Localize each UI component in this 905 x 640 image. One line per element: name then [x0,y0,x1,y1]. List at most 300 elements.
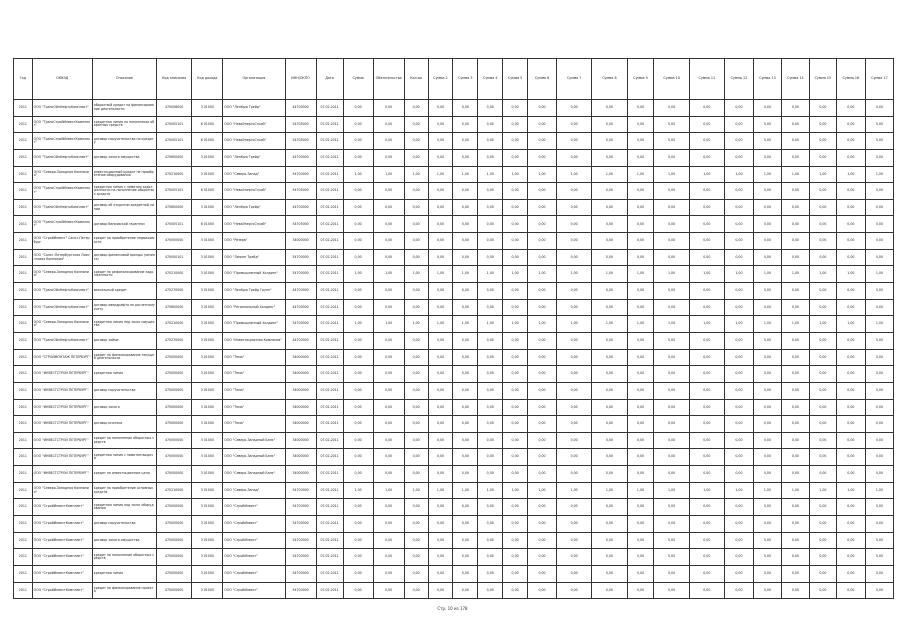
table-cell: 2011 [14,100,33,117]
table-cell: 0,00 [654,532,689,549]
table-cell: 1,00 [428,166,453,183]
table-cell: 1,00 [627,266,654,283]
table-cell: 0,00 [627,532,654,549]
table-cell: 0,00 [753,116,781,133]
table-cell: 0,00 [404,233,428,250]
table-cell: 0,00 [404,516,428,533]
table-cell: 470270000 [157,332,192,349]
table-cell: 0,00 [373,432,404,449]
table-cell: 2011 [14,216,33,233]
table-cell: 0,00 [724,332,753,349]
table-cell: 0,00 [478,382,503,399]
table-cell: 0,00 [836,549,865,566]
table-cell: 34000000 [285,366,316,383]
table-cell: 1,00 [836,166,865,183]
table-cell: 0,00 [627,516,654,533]
table-cell: 1,00 [724,266,753,283]
table-cell: 0,00 [592,382,627,399]
table-cell: 470000000 [157,449,192,466]
column-header: Сумма 9 [627,59,654,100]
table-cell: 0,00 [503,516,528,533]
table-row [14,299,894,316]
table-cell: 0,00 [453,332,478,349]
table-cell: 0,00 [865,100,893,117]
table-row [14,149,894,166]
column-header: ИНН/ОКПО [285,59,316,100]
table-cell: 0,00 [557,532,592,549]
table-cell: 0,00 [343,249,373,266]
table-cell: 0,00 [654,149,689,166]
column-header: Дата [316,59,343,100]
table-cell: договор поручительства [92,516,156,533]
table-row [14,216,894,233]
table-cell: 0,00 [865,432,893,449]
table-cell: 0,00 [453,100,478,117]
table-cell: 0,00 [528,233,557,250]
table-cell: ООО "Северо-Западная Компания" [32,482,92,499]
table-cell: договор финансовой аренды (лизинга) [92,249,156,266]
table-cell: 0,00 [343,582,373,599]
table-cell: 3 01000 [192,299,223,316]
table-cell: 0,00 [753,432,781,449]
table-row [14,449,894,466]
table-cell: ООО "Лизинг Трейд" [223,249,285,266]
table-row [14,316,894,333]
table-cell: 1,00 [724,166,753,183]
table-cell: 0,00 [865,216,893,233]
table-cell: 0,00 [689,449,724,466]
table-cell: 0,00 [528,382,557,399]
table-cell: 470000000 [157,399,192,416]
table-cell: 2011 [14,183,33,200]
table-cell: 0,00 [557,366,592,383]
table-cell: 0,00 [781,382,809,399]
table-cell: 54700000 [285,499,316,516]
table-cell: 0,00 [373,332,404,349]
table-cell: 0,00 [724,582,753,599]
table-cell: 0,00 [404,549,428,566]
table-cell: 0,00 [503,416,528,433]
table-cell: 470210000 [157,316,192,333]
table-cell: 0,00 [592,349,627,366]
table-cell: ООО "Северо-Западная Компания" [32,166,92,183]
table-cell: ООО "ИНВЕСТСТРОЙ ПЕТЕРБУРГ" [32,399,92,416]
table-cell: 1,00 [428,266,453,283]
table-cell: 0,00 [503,149,528,166]
table-cell: 1,00 [592,316,627,333]
table-cell: 0,00 [724,233,753,250]
table-cell: 0,00 [753,466,781,483]
table-cell: 1,00 [528,266,557,283]
page-footer: Стр. 10 из 178 [437,606,468,611]
table-cell: 0,00 [557,565,592,582]
table-cell: 0,00 [404,216,428,233]
table-cell: 0,00 [478,449,503,466]
table-cell: 0,00 [528,249,557,266]
table-cell: кредитная линия [92,565,156,582]
table-cell: договор овердрафта по расчетному счету [92,299,156,316]
table-cell: 07.02.2011 [316,216,343,233]
table-row [14,166,894,183]
table-cell: 0,00 [627,249,654,266]
table-row [14,332,894,349]
table-cell: ООО "Тема" [223,349,285,366]
table-cell: 0,00 [627,432,654,449]
table-cell: 0,00 [428,149,453,166]
table-cell: 0,00 [373,283,404,300]
table-cell: 2011 [14,332,33,349]
table-cell: 0,00 [404,449,428,466]
table-cell: 0,00 [404,100,428,117]
table-cell: 07.02.2011 [316,349,343,366]
table-cell: 0,00 [592,549,627,566]
table-cell: 1,00 [689,266,724,283]
table-cell: 0,00 [453,116,478,133]
table-cell: 0,00 [753,133,781,150]
table-cell: ООО "Региональный Холдинг" [223,299,285,316]
table-cell: 0,00 [724,249,753,266]
table-cell: 0,00 [724,399,753,416]
table-cell: 0,00 [781,116,809,133]
table-cell: кредитная линия с лимитом задолженности на пополнение оборотных средств [92,183,156,200]
table-cell: 0,00 [781,249,809,266]
table-cell: 0,00 [453,382,478,399]
table-cell: 0,00 [654,382,689,399]
table-cell: 0,00 [753,216,781,233]
table-cell: 0,00 [654,565,689,582]
table-cell: 0,00 [689,249,724,266]
table-row [14,466,894,483]
table-cell: 0,00 [503,366,528,383]
table-cell: 1,00 [343,266,373,283]
table-cell: 0,00 [373,532,404,549]
table-cell: 44700000 [285,100,316,117]
table-cell: 0,00 [592,432,627,449]
table-cell: 0,00 [836,116,865,133]
table-cell: ООО "СтройИнвест" [223,565,285,582]
table-cell: 0,00 [528,216,557,233]
table-cell: 0,00 [836,382,865,399]
table-cell: 54700000 [285,565,316,582]
table-cell: 0,00 [373,133,404,150]
table-cell: 0,00 [528,499,557,516]
table-cell: 0,00 [627,382,654,399]
table-cell: 0,00 [478,416,503,433]
table-cell: 0,00 [453,549,478,566]
table-cell: 0,00 [627,416,654,433]
table-cell: 0,00 [404,149,428,166]
table-cell: ООО "СтройИнвест" [223,549,285,566]
table-cell: 0,00 [753,549,781,566]
table-cell: 0,00 [809,549,836,566]
table-cell: 0,00 [836,100,865,117]
table-cell: 0,00 [343,233,373,250]
table-cell: 470600000 [157,199,192,216]
column-header: Сумма 17 [865,59,893,100]
report-table [13,58,894,599]
table-cell: 0,00 [724,183,753,200]
table-cell: 0,00 [503,233,528,250]
table-cell: 0,00 [428,332,453,349]
table-cell: 07.02.2011 [316,183,343,200]
table-cell: 0,00 [557,399,592,416]
table-cell: 0,00 [592,466,627,483]
column-header: Сумма 6 [528,59,557,100]
table-cell: 0,00 [373,582,404,599]
table-cell: 0,00 [428,432,453,449]
table-cell: 0,00 [343,116,373,133]
table-cell: ООО "ЛенКрю Трейд" [223,149,285,166]
column-header: Сумма 2 [428,59,453,100]
table-cell: 2011 [14,316,33,333]
table-cell: 1,00 [453,166,478,183]
table-cell: 0,00 [654,499,689,516]
table-cell: 470005101 [157,116,192,133]
table-cell: 07.02.2011 [316,466,343,483]
table-cell: 3 01000 [192,366,223,383]
table-cell: 0,00 [428,133,453,150]
table-cell: 0,00 [724,283,753,300]
table-cell: 0,00 [343,549,373,566]
column-header: Описание [92,59,156,100]
table-cell: 0,00 [373,416,404,433]
table-cell: 0,00 [592,366,627,383]
table-row [14,582,894,599]
table-cell: договор займа [92,332,156,349]
table-cell: 0,00 [753,233,781,250]
table-cell: 0,00 [836,183,865,200]
table-cell: 0,00 [836,233,865,250]
table-cell: 2011 [14,266,33,283]
table-cell: 0,00 [428,399,453,416]
table-cell: 54700000 [285,516,316,533]
table-cell: 0,00 [689,299,724,316]
table-row [14,549,894,566]
table-cell: 0,00 [781,366,809,383]
table-cell: 0,00 [343,499,373,516]
table-cell: 0,00 [592,532,627,549]
column-header: Год [14,59,33,100]
column-header: ОКВЭД [32,59,92,100]
table-cell: кредит на пополнение оборотных средств [92,432,156,449]
table-row [14,532,894,549]
table-cell: 0,00 [865,416,893,433]
table-cell: 0,00 [781,432,809,449]
table-cell: 3 01000 [192,416,223,433]
table-row [14,366,894,383]
table-cell: 0,00 [836,532,865,549]
table-cell: 3 01000 [192,166,223,183]
table-cell: 0,00 [503,216,528,233]
table-cell: 0,00 [557,416,592,433]
table-cell: 0,00 [689,499,724,516]
table-cell: 1,00 [809,316,836,333]
table-cell: 0,00 [654,349,689,366]
table-cell: 0,00 [404,332,428,349]
table-cell: 0,00 [753,582,781,599]
table-cell: 0,00 [373,449,404,466]
table-cell: 0,00 [689,582,724,599]
table-cell: 3 01000 [192,449,223,466]
table-cell: 0,00 [343,382,373,399]
table-cell: 2011 [14,449,33,466]
table-cell: 0,00 [627,116,654,133]
table-cell: 0,00 [753,499,781,516]
table-cell: 0,00 [753,100,781,117]
table-cell: 0,00 [836,499,865,516]
table-cell: 0,00 [503,565,528,582]
table-cell: кредит на финансирование текущей деятельности [92,349,156,366]
table-cell: 1,00 [453,482,478,499]
table-cell: 0,00 [373,100,404,117]
table-cell: 0,00 [557,382,592,399]
table-cell: 0,00 [503,299,528,316]
table-cell: 0,00 [753,532,781,549]
table-cell: 0,00 [627,199,654,216]
table-cell: 0,00 [428,549,453,566]
table-cell: 0,00 [753,382,781,399]
table-cell: 0,00 [343,133,373,150]
table-cell: ООО "Резерв" [223,233,285,250]
table-cell: 0,00 [453,399,478,416]
table-cell: 3 01000 [192,283,223,300]
table-cell: 0,00 [557,183,592,200]
table-cell: 2011 [14,382,33,399]
table-cell: 0,00 [503,532,528,549]
table-cell: 0,00 [724,449,753,466]
table-cell: 0,00 [592,399,627,416]
table-cell: 2011 [14,432,33,449]
table-cell: 0,00 [654,133,689,150]
table-cell: 2011 [14,499,33,516]
table-cell: 0,00 [809,216,836,233]
table-cell: 470000000 [157,432,192,449]
table-cell: 0,00 [627,332,654,349]
table-cell: 0,00 [809,349,836,366]
table-cell: 2011 [14,233,33,250]
table-cell: 0,00 [781,466,809,483]
table-cell: 0,00 [689,149,724,166]
table-cell: 0,00 [654,332,689,349]
table-cell: 2011 [14,149,33,166]
table-cell: 0,00 [343,516,373,533]
table-cell: 2011 [14,199,33,216]
table-cell: 0,00 [343,299,373,316]
table-cell: 0,00 [689,349,724,366]
table-cell: 6 01000 [192,133,223,150]
table-cell: ООО "Северо-Западная Компания" [32,266,92,283]
table-cell: 2011 [14,366,33,383]
table-cell: 0,00 [753,183,781,200]
table-cell: 0,00 [528,100,557,117]
table-cell: 0,00 [724,432,753,449]
table-cell: 0,00 [428,116,453,133]
table-cell: 0,00 [404,299,428,316]
table-cell: 0,00 [428,183,453,200]
table-cell: 1,00 [836,316,865,333]
table-cell: 07.02.2011 [316,382,343,399]
table-cell: 3 01000 [192,549,223,566]
table-cell: 0,00 [753,399,781,416]
table-cell: ООО "Инвестиционная Компания" [223,332,285,349]
table-cell: 0,00 [453,199,478,216]
table-cell: 0,00 [781,133,809,150]
table-cell: 470210000 [157,166,192,183]
table-cell: 0,00 [627,149,654,166]
table-cell: 1,00 [654,482,689,499]
table-cell: 0,00 [453,133,478,150]
table-cell: 07.02.2011 [316,100,343,117]
table-cell: 0,00 [809,133,836,150]
table-cell: 0,00 [528,399,557,416]
table-cell: 54705000 [285,183,316,200]
table-cell: ООО "СтройИнвестКомплект" [32,549,92,566]
table-cell: 470600000 [157,149,192,166]
table-cell: 0,00 [627,565,654,582]
table-cell: 0,00 [528,416,557,433]
table-cell: 0,00 [373,466,404,483]
table-cell: 54705000 [285,133,316,150]
table-row [14,399,894,416]
table-cell: 0,00 [654,283,689,300]
table-cell: 0,00 [809,233,836,250]
table-cell: 54700000 [285,266,316,283]
table-cell: 1,00 [373,482,404,499]
table-cell: 0,00 [865,449,893,466]
table-cell: 3 01000 [192,432,223,449]
table-cell: ООО "Тема" [223,399,285,416]
table-cell: 0,00 [865,582,893,599]
table-cell: ООО "Тема" [223,416,285,433]
table-cell: 0,00 [592,249,627,266]
table-cell: 07.02.2011 [316,416,343,433]
table-cell: 0,00 [781,199,809,216]
table-cell: 0,00 [724,349,753,366]
table-cell: 2011 [14,399,33,416]
table-cell: 0,00 [453,233,478,250]
table-row [14,416,894,433]
table-cell: кредит на финансирование проекта [92,582,156,599]
table-cell: 1,00 [689,166,724,183]
column-header: Сумма 10 [654,59,689,100]
table-cell: 0,00 [478,149,503,166]
table-cell: ООО "НеваЭнергоСтрой" [223,133,285,150]
table-cell: инвестиционный кредит на приобретение оборудования [92,166,156,183]
table-cell: 07.02.2011 [316,266,343,283]
table-cell: 6 01000 [192,216,223,233]
table-cell: 1,00 [528,316,557,333]
table-cell: 0,00 [654,416,689,433]
table-cell: 0,00 [528,149,557,166]
table-cell: 0,00 [343,199,373,216]
table-cell: 07.02.2011 [316,233,343,250]
table-cell: 0,00 [753,349,781,366]
table-cell: 0,00 [654,183,689,200]
table-cell: 0,00 [453,366,478,383]
table-cell: кредит на приобретение основных средств [92,482,156,499]
table-cell: 2011 [14,299,33,316]
table-cell: 0,00 [689,382,724,399]
table-cell: 0,00 [453,299,478,316]
table-cell: 0,00 [557,199,592,216]
table-cell: ООО "ИНВЕСТСТРОЙ ПЕТЕРБУРГ" [32,416,92,433]
table-cell: 0,00 [453,432,478,449]
table-cell: 1,00 [404,482,428,499]
table-cell: 1,00 [343,482,373,499]
table-cell: 0,00 [592,332,627,349]
table-cell: 0,00 [478,249,503,266]
table-cell: 0,00 [809,432,836,449]
